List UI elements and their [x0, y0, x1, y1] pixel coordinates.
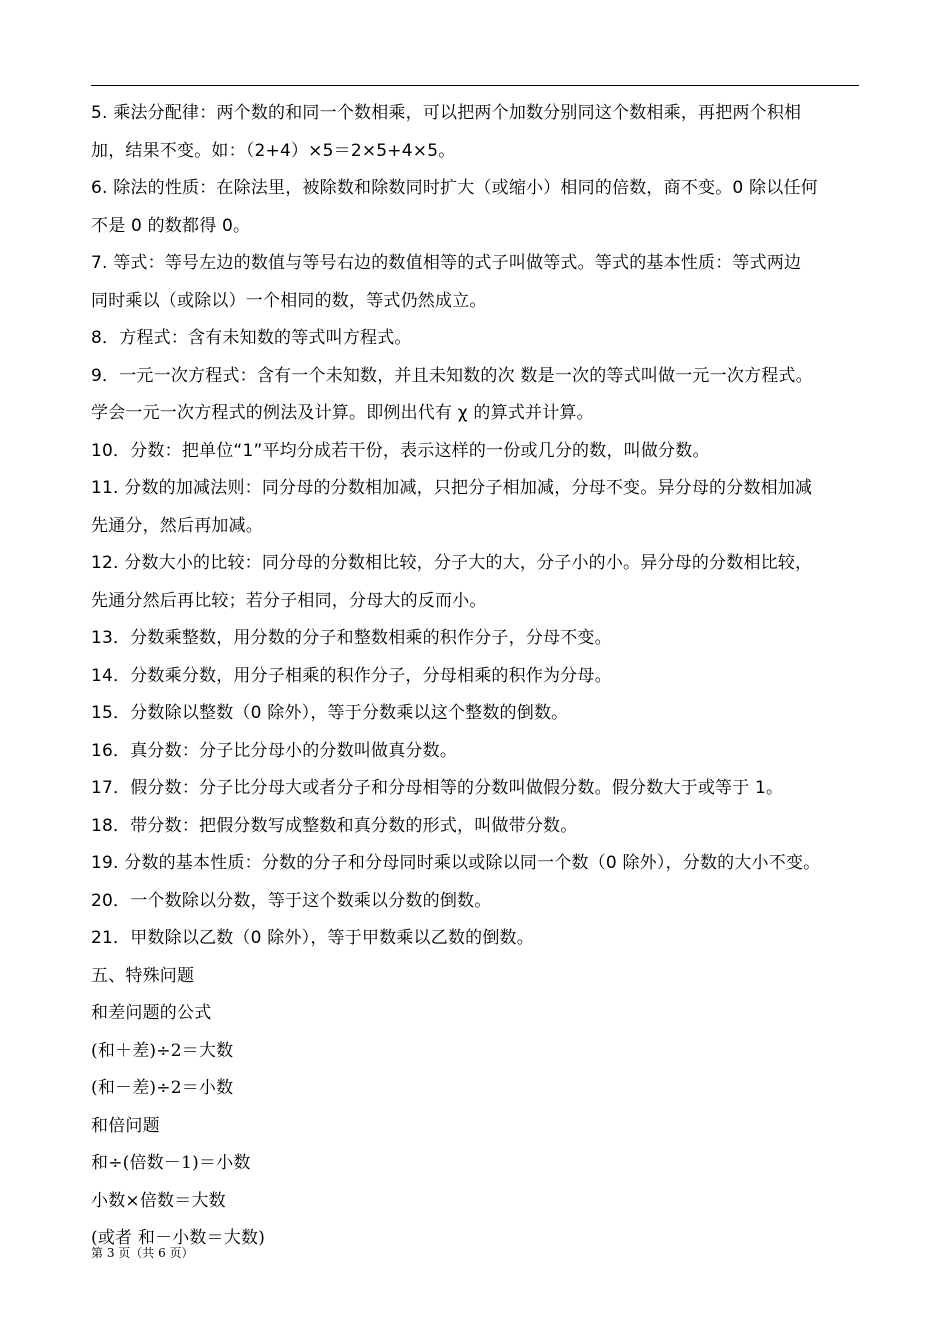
text-line: 11. 分数的加减法则：同分母的分数相加减，只把分子相加减，分母不变。异分母的分数相加减: [91, 478, 813, 498]
text-line: 20．一个数除以分数，等于这个数乘以分数的倒数。: [91, 890, 492, 911]
text-line: 10．分数：把单位“1”平均分成若干份，表示这样的一份或几分的数，叫做分数。: [91, 440, 710, 461]
text-line: 12. 分数大小的比较：同分母的分数相比较，分子大的大，分子小的小。异分母的分数相比较，: [91, 553, 813, 573]
page-footer: 第 3 页（共 6 页）: [91, 1246, 194, 1260]
formula-line: (和＋差)÷2＝大数: [91, 1040, 234, 1061]
text-line: 17．假分数：分子比分母大或者分子和分母相等的分数叫做假分数。假分数大于或等于 1。: [91, 778, 784, 798]
formula-line: 小数×倍数＝大数: [91, 1190, 226, 1211]
text-line: 16．真分数：分子比分母小的分数叫做真分数。: [91, 740, 458, 761]
formula-line: (和－差)÷2＝小数: [91, 1078, 234, 1098]
text-line: 19. 分数的基本性质：分数的分子和分母同时乘以或除以同一个数（0 除外），分数的大小不变。: [91, 853, 821, 873]
text-line: 15．分数除以整数（0 除外），等于分数乘以这个整数的倒数。: [91, 703, 569, 723]
header-rule: [91, 85, 859, 86]
section-heading: 五、特殊问题: [91, 965, 195, 986]
text-line: 同时乘以（或除以）一个相同的数，等式仍然成立。: [91, 290, 487, 311]
text-line: 14．分数乘分数，用分子相乘的积作分子，分母相乘的积作为分母。: [91, 665, 612, 686]
formula-line: 和÷(倍数－1)＝小数: [91, 1153, 251, 1173]
text-line: 先通分，然后再加减。: [91, 515, 263, 536]
subheading: 和倍问题: [91, 1115, 160, 1136]
text-line: 加，结果不变。如：（2+4）×5＝2×5+4×5。: [91, 140, 456, 161]
text-line: 8．方程式：含有未知数的等式叫方程式。: [91, 328, 412, 348]
text-line: 学会一元一次方程式的例法及计算。即例出代有 χ 的算式并计算。: [91, 403, 594, 423]
text-line: 不是 0 的数都得 0。: [91, 215, 251, 236]
text-line: 先通分然后再比较；若分子相同，分母大的反而小。: [91, 590, 487, 611]
text-line: 13．分数乘整数，用分数的分子和整数相乘的积作分子，分母不变。: [91, 628, 612, 648]
subheading: 和差问题的公式: [91, 1003, 212, 1023]
text-line: 21．甲数除以乙数（0 除外），等于甲数乘以乙数的倒数。: [91, 928, 534, 948]
formula-line: (或者 和－小数＝大数): [91, 1228, 266, 1248]
text-line: 18．带分数：把假分数写成整数和真分数的形式，叫做带分数。: [91, 815, 578, 836]
text-line: 9．一元一次方程式：含有一个未知数，并且未知数的次 数是一次的等式叫做一元一次方程式。: [91, 365, 813, 386]
text-line: 6. 除法的性质：在除法里，被除数和除数同时扩大（或缩小）相同的倍数，商不变。0 除以任何: [91, 178, 818, 198]
text-line: 5. 乘法分配律：两个数的和同一个数相乘，可以把两个加数分别同这个数相乘，再把两个积相: [91, 103, 802, 123]
text-line: 7. 等式：等号左边的数值与等号右边的数值相等的式子叫做等式。等式的基本性质：等式两边: [91, 253, 802, 273]
page-body: [91, 95, 881, 1258]
